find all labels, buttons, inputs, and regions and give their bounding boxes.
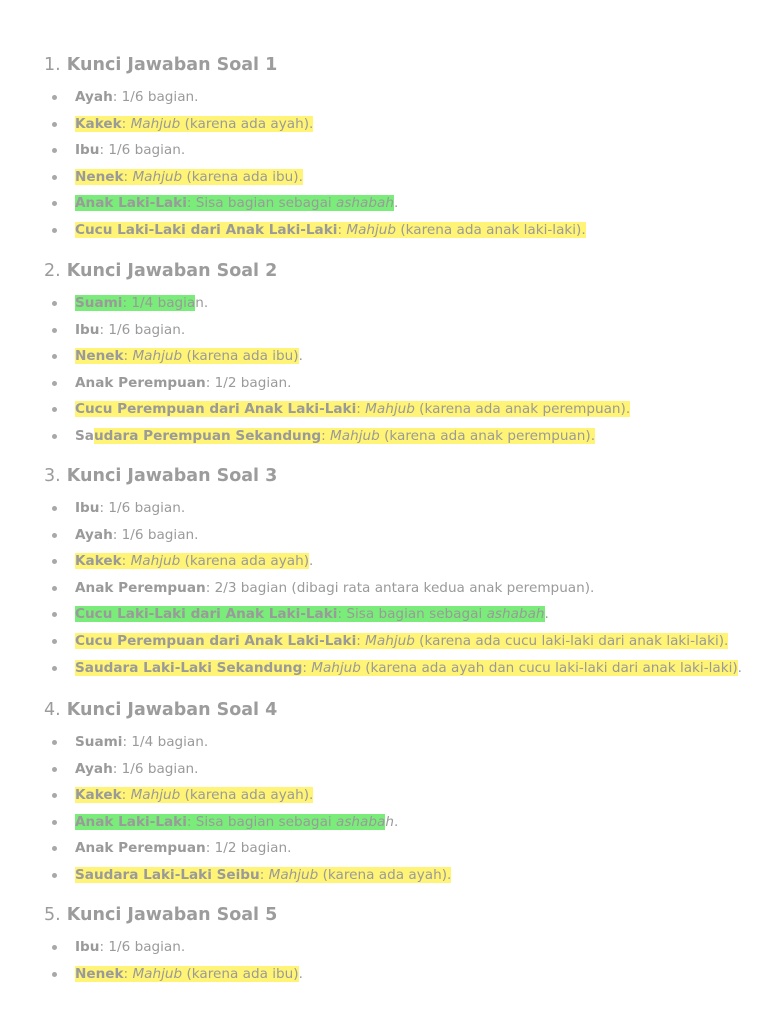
bullet-icon bbox=[52, 793, 57, 798]
bullet-icon bbox=[52, 328, 57, 333]
item-label: Anak Perempuan bbox=[75, 579, 206, 596]
item-term: ashabah bbox=[336, 195, 394, 212]
item-text: (karena ada anak perempuan). bbox=[379, 428, 596, 444]
item-text: (karena ada anak perempuan). bbox=[414, 401, 631, 418]
bullet-icon bbox=[52, 381, 57, 386]
item-text: : 1/6 bagian. bbox=[99, 321, 186, 338]
item-label: Anak Perempuan bbox=[75, 374, 206, 391]
item-text: : Sisa bagian sebagai bbox=[337, 606, 487, 623]
bullet-icon bbox=[52, 122, 57, 127]
bullet-icon bbox=[52, 506, 57, 511]
item-label: udara Perempuan Sekandung bbox=[93, 428, 322, 444]
item-label: Anak Perempuan bbox=[75, 840, 206, 857]
list-item-text bbox=[75, 524, 198, 546]
bullet-icon bbox=[52, 740, 57, 745]
item-term: Mahjub bbox=[311, 659, 361, 676]
item-text: : bbox=[321, 428, 331, 444]
item-text: : Sisa bagian sebagai bbox=[186, 813, 336, 830]
item-text: : bbox=[121, 787, 131, 804]
item-text: : bbox=[302, 659, 312, 676]
section-heading bbox=[44, 699, 277, 721]
list-item-text bbox=[75, 784, 313, 806]
item-text: : 1/6 bagian. bbox=[112, 760, 199, 777]
list-item-text bbox=[75, 630, 728, 652]
bullet-icon bbox=[52, 95, 57, 100]
item-text: (karena ada ayah dan cucu laki-laki dari anak laki-laki) bbox=[360, 659, 738, 676]
item-text: : bbox=[123, 168, 133, 185]
item-text: : 1/2 bagian. bbox=[205, 840, 292, 857]
item-label: Suami bbox=[75, 734, 123, 750]
list-item-text bbox=[75, 113, 313, 135]
item-text: . bbox=[393, 195, 399, 212]
section-heading bbox=[44, 260, 277, 282]
list-item-text bbox=[75, 657, 742, 679]
list-item-text bbox=[75, 811, 398, 833]
list-item-text bbox=[75, 139, 185, 161]
bullet-icon bbox=[52, 559, 57, 564]
list-item-text bbox=[75, 497, 185, 519]
bullet-icon bbox=[52, 612, 57, 617]
list-item-text bbox=[75, 963, 303, 985]
list-item-text bbox=[75, 192, 398, 214]
item-term: Mahjub bbox=[130, 787, 181, 804]
bullet-icon bbox=[52, 666, 57, 671]
bullet-icon bbox=[52, 434, 57, 439]
item-text: (karena ada ayah). bbox=[318, 867, 452, 883]
item-label: Saudara Laki-Laki Seibu bbox=[75, 867, 260, 883]
item-text: : bbox=[121, 115, 131, 132]
section-title: Kunci Jawaban Soal 2 bbox=[66, 261, 278, 281]
list-item-text bbox=[75, 425, 595, 447]
section-number: 3. bbox=[44, 466, 61, 486]
section-number: 2. bbox=[44, 261, 61, 281]
item-label: Ayah bbox=[75, 760, 113, 777]
bullet-icon bbox=[52, 201, 57, 206]
item-text: : bbox=[123, 965, 133, 982]
item-term: Mahjub bbox=[365, 633, 415, 649]
item-term: Mahjub bbox=[132, 965, 183, 982]
item-text: : 1/6 bagian. bbox=[99, 939, 186, 955]
item-label: Suami bbox=[75, 295, 123, 311]
list-item-text bbox=[75, 345, 303, 367]
item-term: Mahjub bbox=[130, 115, 181, 132]
bullet-icon bbox=[52, 148, 57, 153]
item-label: Ibu bbox=[75, 321, 100, 338]
item-term: ashabah bbox=[486, 606, 545, 623]
item-text: (karena ada ayah) bbox=[180, 553, 310, 570]
section-title: Kunci Jawaban Soal 3 bbox=[66, 466, 278, 486]
section-number: 4. bbox=[44, 700, 61, 720]
list-item-text bbox=[75, 837, 291, 859]
item-text: : 1/4 bagian. bbox=[122, 734, 209, 750]
item-text: (karena ada ayah). bbox=[180, 115, 314, 132]
item-label: Ibu bbox=[75, 142, 100, 159]
item-text: (karena ada ayah). bbox=[180, 787, 314, 804]
item-text: : bbox=[356, 401, 366, 418]
item-term: Mahjub bbox=[365, 401, 415, 418]
bullet-icon bbox=[52, 873, 57, 878]
item-term: Mahjub bbox=[132, 168, 183, 185]
item-label: Kakek bbox=[75, 787, 122, 804]
item-label: Sa bbox=[75, 428, 94, 444]
item-text: (karena ada cucu laki-laki dari anak laki-laki). bbox=[414, 633, 729, 649]
bullet-icon bbox=[52, 175, 57, 180]
bullet-icon bbox=[52, 767, 57, 772]
bullet-icon bbox=[52, 533, 57, 538]
item-term: Mahjub bbox=[330, 428, 380, 444]
list-item-text bbox=[75, 603, 549, 625]
item-term: Mahjub bbox=[132, 348, 183, 365]
section-title: Kunci Jawaban Soal 1 bbox=[66, 55, 278, 75]
item-text: : bbox=[259, 867, 269, 883]
item-label: Cucu Perempuan dari Anak Laki-Laki bbox=[75, 633, 357, 649]
item-text: n. bbox=[195, 295, 209, 311]
item-label: Saudara Laki-Laki Sekandung bbox=[75, 659, 303, 676]
item-text: : 2/3 bagian (dibagi rata antara kedua anak perempuan). bbox=[205, 579, 595, 596]
item-text: . bbox=[544, 606, 549, 623]
bullet-icon bbox=[52, 639, 57, 644]
bullet-icon bbox=[52, 301, 57, 306]
item-term: Mahjub bbox=[346, 222, 397, 238]
bullet-icon bbox=[52, 228, 57, 233]
item-label: Cucu Perempuan dari Anak Laki-Laki bbox=[75, 401, 357, 418]
item-text: : 1/6 bagian. bbox=[112, 526, 199, 543]
item-text: : 1/6 bagian. bbox=[112, 89, 199, 105]
bullet-icon bbox=[52, 945, 57, 950]
list-item-text bbox=[75, 550, 313, 572]
item-term: Mahjub bbox=[268, 867, 319, 883]
item-label: Anak Laki-Laki bbox=[75, 813, 187, 830]
bullet-icon bbox=[52, 820, 57, 825]
item-text: (karena ada ibu) bbox=[182, 965, 299, 982]
list-item-text bbox=[75, 864, 451, 886]
item-text: (karena ada anak laki-laki). bbox=[396, 222, 586, 238]
item-text: : bbox=[356, 633, 366, 649]
bullet-icon bbox=[52, 846, 57, 851]
item-label: Cucu Laki-Laki dari Anak Laki-Laki bbox=[75, 222, 338, 238]
item-text: : 1/6 bagian. bbox=[99, 142, 186, 159]
list-item-text bbox=[75, 166, 303, 188]
item-text: . bbox=[737, 659, 742, 676]
list-item-text bbox=[75, 292, 208, 314]
list-item-text bbox=[75, 86, 198, 108]
item-label: Kakek bbox=[75, 553, 122, 570]
item-text: (karena ada ibu) bbox=[182, 348, 299, 365]
item-label: Ayah bbox=[75, 89, 113, 105]
item-label: Nenek bbox=[75, 168, 124, 185]
list-item-text bbox=[75, 936, 185, 958]
item-label: Ayah bbox=[75, 526, 113, 543]
list-item-text bbox=[75, 758, 198, 780]
item-text: : 1/6 bagian. bbox=[99, 500, 186, 516]
item-label: Ibu bbox=[75, 500, 100, 516]
item-label: Kakek bbox=[75, 115, 122, 132]
section-heading bbox=[44, 54, 277, 76]
item-text: . bbox=[309, 553, 314, 570]
list-item-text bbox=[75, 319, 185, 341]
item-label: Anak Laki-Laki bbox=[75, 195, 187, 212]
section-title: Kunci Jawaban Soal 5 bbox=[66, 905, 278, 925]
bullet-icon bbox=[52, 972, 57, 977]
item-text: : 1/2 bagian. bbox=[205, 374, 292, 391]
item-text: : bbox=[337, 222, 347, 238]
section-title: Kunci Jawaban Soal 4 bbox=[66, 700, 278, 720]
list-item-text bbox=[75, 577, 594, 599]
list-item-text bbox=[75, 219, 586, 241]
list-item-text bbox=[75, 731, 208, 753]
item-term: Mahjub bbox=[130, 553, 181, 570]
item-text: : bbox=[121, 553, 131, 570]
bullet-icon bbox=[52, 354, 57, 359]
item-label: Cucu Laki-Laki dari Anak Laki-Laki bbox=[75, 606, 338, 623]
item-text: . bbox=[393, 813, 399, 830]
item-label: Nenek bbox=[75, 965, 124, 982]
item-text: : Sisa bagian sebagai bbox=[186, 195, 336, 212]
section-number: 1. bbox=[44, 55, 61, 75]
item-text: (karena ada ibu). bbox=[182, 168, 303, 185]
item-text: : bbox=[123, 348, 133, 365]
item-label: Nenek bbox=[75, 348, 124, 365]
item-text: : 1/4 bagia bbox=[122, 295, 196, 311]
item-term: h bbox=[385, 813, 394, 830]
section-number: 5. bbox=[44, 905, 61, 925]
item-text: . bbox=[298, 348, 303, 365]
item-text: . bbox=[298, 965, 303, 982]
section-heading bbox=[44, 904, 277, 926]
bullet-icon bbox=[52, 586, 57, 591]
item-term: ashaba bbox=[336, 813, 386, 830]
bullet-icon bbox=[52, 407, 57, 412]
list-item-text bbox=[75, 398, 630, 420]
section-heading bbox=[44, 465, 277, 487]
list-item-text bbox=[75, 372, 291, 394]
item-label: Ibu bbox=[75, 939, 100, 955]
